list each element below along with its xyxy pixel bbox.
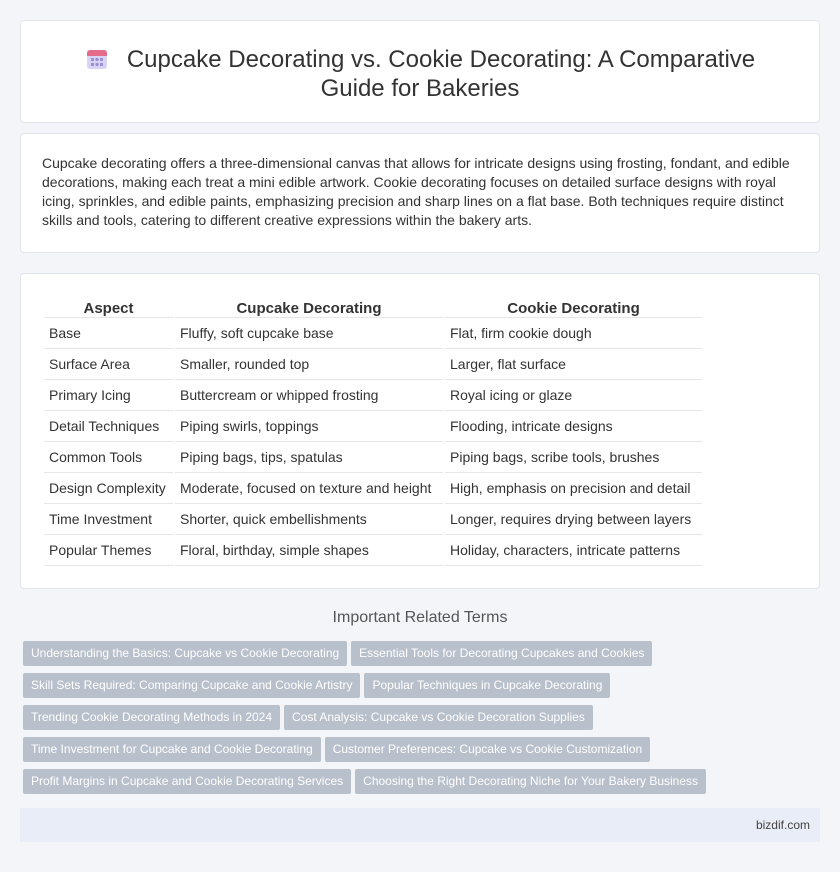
page-title bbox=[21, 45, 819, 103]
table-header-row bbox=[44, 295, 702, 318]
cell-aspect: Detail Techniques bbox=[44, 411, 173, 442]
cell-cookie: Larger, flat surface bbox=[445, 349, 702, 380]
header-aspect: Aspect bbox=[44, 295, 173, 318]
footer-site-link[interactable]: bizdif.com bbox=[755, 818, 810, 832]
cell-cupcake: Shorter, quick embellishments bbox=[175, 504, 443, 535]
intro-text: Cupcake decorating offers a three-dimensional canvas that allows for intricate designs using frosting, fondant, and edible decorations, making each treat a mini edible artwork. Cookie decorating focuses on detailed surface designs with royal icing, sprinkles, and edible paints, emphasizing precision and sharp lines on a flat base. Both techniques require distinct skills and tools, catering to different creative expressions within the bakery arts. bbox=[42, 155, 790, 228]
comparison-card bbox=[20, 273, 820, 589]
related-term-tag[interactable]: Understanding the Basics: Cupcake vs Cookie Decorating bbox=[23, 641, 347, 666]
header-card bbox=[20, 20, 820, 123]
related-term-tag[interactable]: Trending Cookie Decorating Methods in 2024 bbox=[23, 705, 280, 730]
cell-cupcake: Piping swirls, toppings bbox=[175, 411, 443, 442]
cell-cupcake: Fluffy, soft cupcake base bbox=[175, 318, 443, 349]
cell-aspect: Common Tools bbox=[44, 442, 173, 473]
table-row bbox=[44, 318, 702, 349]
related-terms-list bbox=[23, 641, 813, 801]
related-term-tag[interactable]: Time Investment for Cupcake and Cookie Decorating bbox=[23, 737, 321, 762]
tag-row bbox=[23, 641, 813, 673]
header-cupcake: Cupcake Decorating bbox=[175, 295, 443, 318]
related-term-tag[interactable]: Customer Preferences: Cupcake vs Cookie Customization bbox=[325, 737, 650, 762]
table-row bbox=[44, 442, 702, 473]
cell-cupcake: Buttercream or whipped frosting bbox=[175, 380, 443, 411]
tag-row bbox=[23, 769, 813, 801]
cell-aspect: Popular Themes bbox=[44, 535, 173, 566]
table-row bbox=[44, 535, 702, 566]
page-title-text: Cupcake Decorating vs. Cookie Decorating: A Comparative Guide for Bakeries bbox=[126, 46, 756, 102]
table-row bbox=[44, 473, 702, 504]
cell-aspect: Time Investment bbox=[44, 504, 173, 535]
intro-card bbox=[20, 133, 820, 253]
footer bbox=[20, 808, 820, 842]
cell-cupcake: Smaller, rounded top bbox=[175, 349, 443, 380]
cell-cookie: Holiday, characters, intricate patterns bbox=[445, 535, 702, 566]
calendar-icon bbox=[85, 47, 109, 71]
cell-aspect: Base bbox=[44, 318, 173, 349]
related-term-tag[interactable]: Choosing the Right Decorating Niche for Your Bakery Business bbox=[355, 769, 706, 794]
tag-row bbox=[23, 737, 813, 769]
table-row bbox=[44, 380, 702, 411]
header-cookie: Cookie Decorating bbox=[445, 295, 702, 318]
related-term-tag[interactable]: Skill Sets Required: Comparing Cupcake and Cookie Artistry bbox=[23, 673, 360, 698]
related-term-tag[interactable]: Cost Analysis: Cupcake vs Cookie Decoration Supplies bbox=[284, 705, 593, 730]
cell-cupcake: Moderate, focused on texture and height bbox=[175, 473, 443, 504]
comparison-table bbox=[42, 295, 704, 566]
cell-cookie: Longer, requires drying between layers bbox=[445, 504, 702, 535]
table-row bbox=[44, 504, 702, 535]
related-term-tag[interactable]: Popular Techniques in Cupcake Decorating bbox=[364, 673, 610, 698]
cell-cupcake: Floral, birthday, simple shapes bbox=[175, 535, 443, 566]
cell-aspect: Primary Icing bbox=[44, 380, 173, 411]
table-row bbox=[44, 411, 702, 442]
tag-row bbox=[23, 673, 813, 705]
cell-cookie: Flooding, intricate designs bbox=[445, 411, 702, 442]
cell-cookie: Flat, firm cookie dough bbox=[445, 318, 702, 349]
cell-cupcake: Piping bags, tips, spatulas bbox=[175, 442, 443, 473]
cell-aspect: Surface Area bbox=[44, 349, 173, 380]
table-row bbox=[44, 349, 702, 380]
tag-row bbox=[23, 705, 813, 737]
cell-aspect: Design Complexity bbox=[44, 473, 173, 504]
cell-cookie: Piping bags, scribe tools, brushes bbox=[445, 442, 702, 473]
cell-cookie: Royal icing or glaze bbox=[445, 380, 702, 411]
cell-cookie: High, emphasis on precision and detail bbox=[445, 473, 702, 504]
related-term-tag[interactable]: Essential Tools for Decorating Cupcakes and Cookies bbox=[351, 641, 652, 666]
related-term-tag[interactable]: Profit Margins in Cupcake and Cookie Decorating Services bbox=[23, 769, 351, 794]
related-terms-title: Important Related Terms bbox=[332, 609, 508, 626]
